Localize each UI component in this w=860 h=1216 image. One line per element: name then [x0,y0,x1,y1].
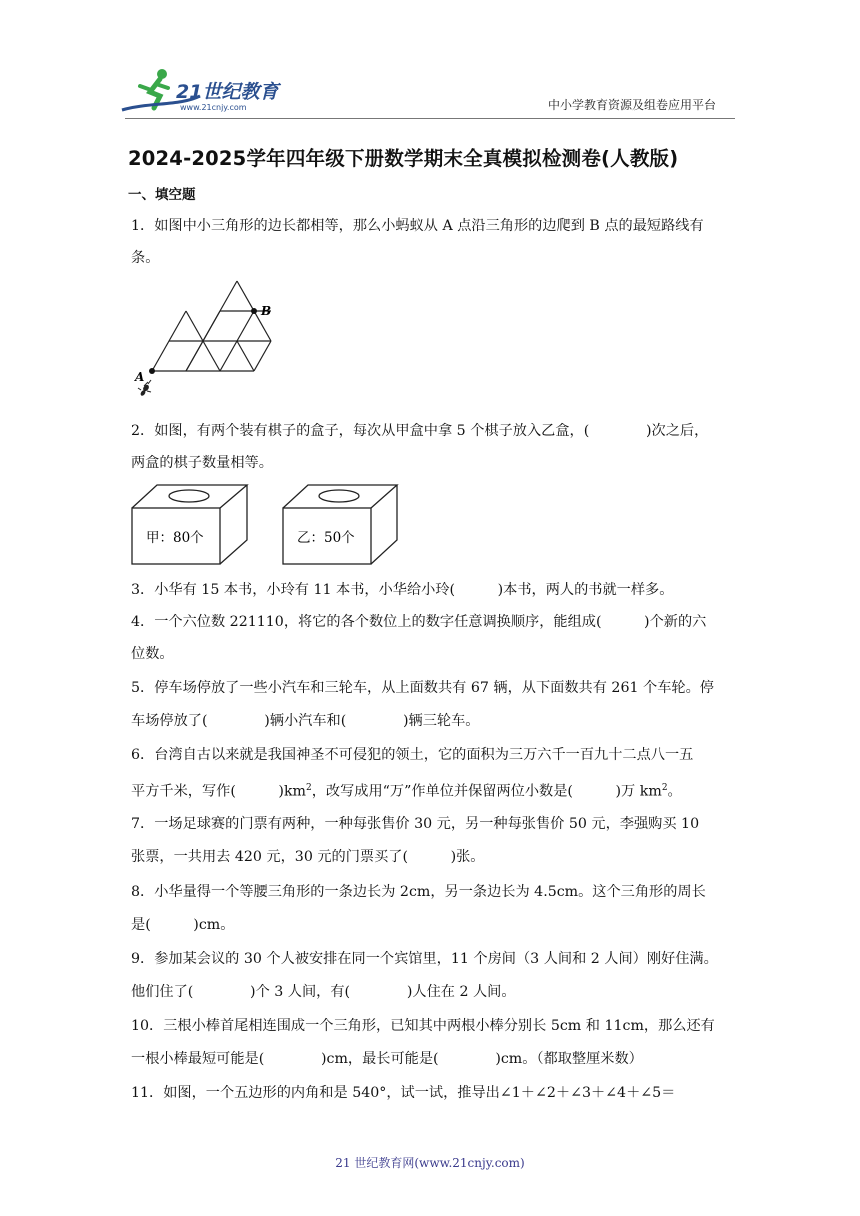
q6-part-a: 平方千米，写作( )km [131,783,306,800]
question-10-line-2: 一根小棒最短可能是( )cm，最长可能是( )cm。（都取整厘米数） [131,1051,643,1067]
label-b: B [261,304,272,318]
header-divider [125,118,735,119]
question-10-line-1: 10．三根小棒首尾相连围成一个三角形，已知其中两根小棒分别长 5cm 和 11cm，那么还有 [131,1018,715,1034]
question-7-line-2: 张票，一共用去 420 元，30 元的门票买了( )张。 [131,849,485,865]
site-logo [120,66,295,116]
question-1-line-2: 条。 [131,250,160,266]
superscript-2: 2 [306,783,312,793]
point-b [251,308,257,314]
question-6-line-1: 6．台湾自古以来就是我国神圣不可侵犯的领土，它的面积为三万六千一百九十二点八一五 [131,747,694,763]
section-heading: 一、填空题 [128,187,196,203]
box-yi-label: 乙：50个 [297,530,355,546]
header-platform-text: 中小学教育资源及组卷应用平台 [548,98,717,112]
label-a: A [135,370,145,384]
question-9-line-1: 9．参加某会议的 30 个人被安排在同一个宾馆里，11 个房间（3 人间和 2 人间）刚好住满。 [131,951,718,967]
question-6-line-2 [131,772,682,808]
question-5-line-2: 车场停放了( )辆小汽车和( )辆三轮车。 [131,713,480,729]
box-yi [283,485,397,564]
question-4-line-2: 位数。 [131,646,174,662]
q6-part-b: ，改写成用“万”作单位并保留两位小数是( )万 km [311,783,662,800]
superscript-2b: 2 [661,783,668,793]
q6-part-c: 。 [667,783,682,800]
boxes-figure [130,483,400,568]
question-9-line-2: 他们住了( )个 3 人间，有( )人住在 2 人间。 [131,984,516,1000]
question-7-line-1: 7．一场足球赛的门票有两种，一种每张售价 30 元，另一种每张售价 50 元，李强购买 10 [131,816,700,832]
question-8-line-1: 8．小华量得一个等腰三角形的一条边长为 2cm，另一条边长为 4.5cm。这个三角形的周长 [131,884,706,900]
question-2-line-2: 两盒的棋子数量相等。 [131,455,273,471]
question-3: 3．小华有 15 本书，小玲有 11 本书，小华给小玲( )本书，两人的书就一样多。 [131,582,674,598]
question-8-line-2: 是( )cm。 [131,917,235,933]
question-2-line-1: 2．如图，有两个装有棋子的盒子，每次从甲盒中拿 5 个棋子放入乙盒，( )次之后， [131,423,709,439]
logo-text: 21世纪教育 [176,81,279,103]
box-jia [132,485,247,564]
box-jia-label: 甲：80个 [146,530,204,546]
page-footer: 21 世纪教育网(www.21cnjy.com) [335,1156,525,1170]
question-4-line-1: 4．一个六位数 221110，将它的各个数位上的数字任意调换顺序，能组成( )个新的六 [131,614,707,630]
triangle-grid-figure [130,278,280,404]
logo-url: www.21cnjy.com [180,103,247,112]
point-a [149,368,155,374]
question-5-line-1: 5．停车场停放了一些小汽车和三轮车，从上面数共有 67 辆，从下面数共有 261 个车轮。停 [131,680,714,696]
question-1-line-1: 1．如图中小三角形的边长都相等，那么小蚂蚁从 A 点沿三角形的边爬到 B 点的最短路线有 [131,218,704,234]
page-title: 2024-2025学年四年级下册数学期末全真模拟检测卷(人教版) [128,147,679,170]
question-11-line-1: 11．如图，一个五边形的内角和是 540°，试一试，推导出∠1＋∠2＋∠3＋∠4＋∠5＝ [131,1085,676,1101]
